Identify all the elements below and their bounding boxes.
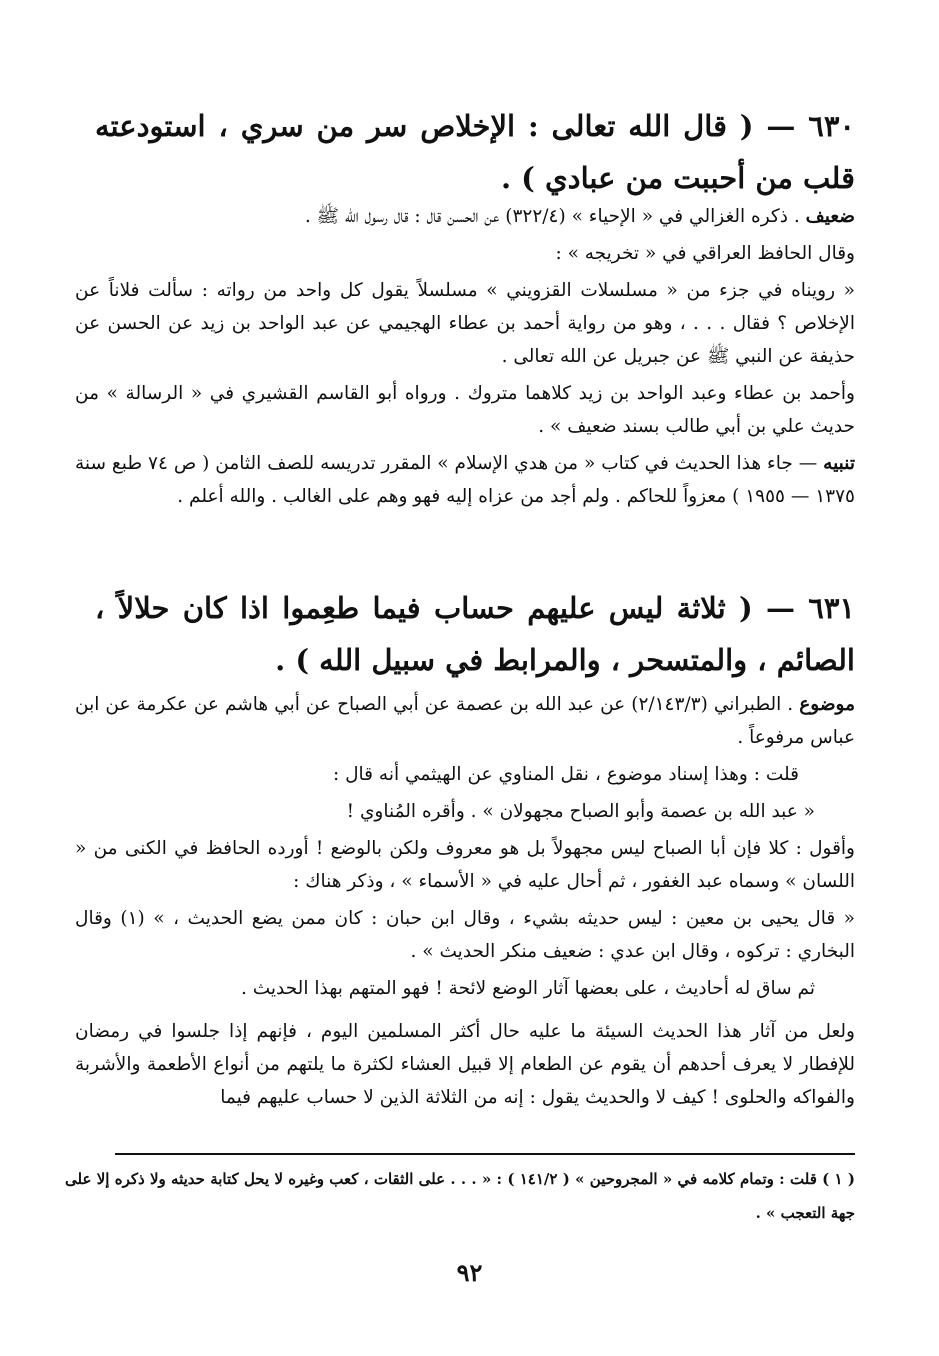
hadith-631-heading — [95, 582, 855, 686]
grading-label: موضوع — [799, 694, 855, 715]
commentary-630-grading — [75, 200, 855, 233]
footnote-1: ( ١ ) قلت : وتمام كلامه في « المجروحين » ( ١٤١/٢ ) : « . . . على الثقات ، كعب وغيره لا يحل كتابة حديثه ولا ذكره إلا على جهة التعجب » . — [65, 1170, 855, 1222]
note-label: تنبيه — [823, 453, 855, 474]
footnote-divider — [115, 1153, 855, 1155]
grading-text: . ذكره الغزالي في « الإحياء » (٣٢٢/٤) عن الحسن قال : قال رسول الله ﷺ . — [304, 206, 800, 227]
commentary-631-quote: « عبد الله بن عصمة وأبو الصباح مجهولان » . وأقره المُناوي ! — [346, 801, 815, 822]
commentary-631 — [75, 688, 855, 1118]
note-text: — جاء هذا الحديث في كتاب « من هدي الإسلام » المقرر تدريسه للصف الثامن ( ص ٧٤ طبع سنة ١٣٧٥ — ١٩٥٥ ) معزواً للحاكم . ولم أجد من عزاه إليه فهو وهم على الغالب . والله أعلم . — [75, 453, 855, 507]
grading-text: . الطبراني (٢/١٤٣/٣) عن عبد الله بن عصمة عن أبي الصباح عن أبي هاشم عن عكرمة عن ابن عباس مرفوعاً . — [75, 694, 855, 748]
commentary-631-paragraph: ولعل من آثار هذا الحديث السيئة ما عليه حال أكثر المسلمين اليوم ، فإنهم إذا جلسوا في رمضان للإفطار لا يعرف أحدهم أن يقوم عن الطعام إلا قبيل العشاء لكثرة ما يلتهم من أنواع الأطعمة والأشربة والفواكه والحلوى ! كيف لا والحديث يقول : إنه من الثلاثة الذين لا حساب عليهم فيما — [75, 1021, 855, 1108]
hadith-630-heading — [95, 100, 855, 204]
grading-label: ضعيف — [805, 206, 855, 227]
commentary-630 — [75, 200, 855, 517]
commentary-630-paragraph: وقال الحافظ العراقي في « تخريجه » : — [555, 243, 855, 264]
commentary-631-paragraph: وأقول : كلا فإن أبا الصباح ليس مجهولاً بل هو معروف ولكن بالوضع ! أورده الحافظ في الكنى من « اللسان » وسماه عبد الغفور ، ثم أحال عليه في « الأسماء » ، وذكر هناك : — [75, 838, 855, 892]
commentary-631-paragraph: ثم ساق له أحاديث ، على بعضها آثار الوضع لائحة ! فهو المتهم بهذا الحديث . — [240, 978, 815, 999]
commentary-631-quote: « قال يحيى بن معين : ليس حديثه بشيء ، وقال ابن حبان : كان ممن يضع الحديث ، » (١) وقال البخاري : تركوه ، وقال ابن عدي : ضعيف منكر الحديث » . — [75, 908, 855, 962]
commentary-630-quote: « رويناه في جزء من « مسلسلات القزويني » مسلسلاً يقول كل واحد من رواته : سألت فلاناً عن الإخلاص ؟ فقال . . . ، وهو من رواية أحمد بن عطاء الهجيمي عن عبد الواحد بن زيد عن الحسن عن حذيفة عن النبي ﷺ عن جبريل عن الله تعالى . — [75, 280, 855, 367]
commentary-630-note — [75, 447, 855, 513]
footnotes — [65, 1162, 855, 1230]
page-number: ٩٢ — [456, 1258, 483, 1287]
hadith-630-text: ٦٣٠ — ( قال الله تعالى : الإخلاص سر من سري ، استودعته قلب من أحببت من عبادي ) . — [95, 109, 855, 195]
commentary-630-paragraph: وأحمد بن عطاء وعبد الواحد بن زيد كلاهما متروك . ورواه أبو القاسم القشيري في « الرسالة » من حديث علي بن أبي طالب بسند ضعيف » . — [75, 383, 855, 437]
commentary-631-paragraph: قلت : وهذا إسناد موضوع ، نقل المناوي عن الهيثمي أنه قال : — [332, 764, 799, 785]
commentary-631-grading — [75, 688, 855, 754]
hadith-631-text: ٦٣١ — ( ثلاثة ليس عليهم حساب فيما طعِموا اذا كان حلالاً ، الصائم ، والمتسحر ، والمرابط في سبيل الله ) . — [95, 591, 855, 677]
